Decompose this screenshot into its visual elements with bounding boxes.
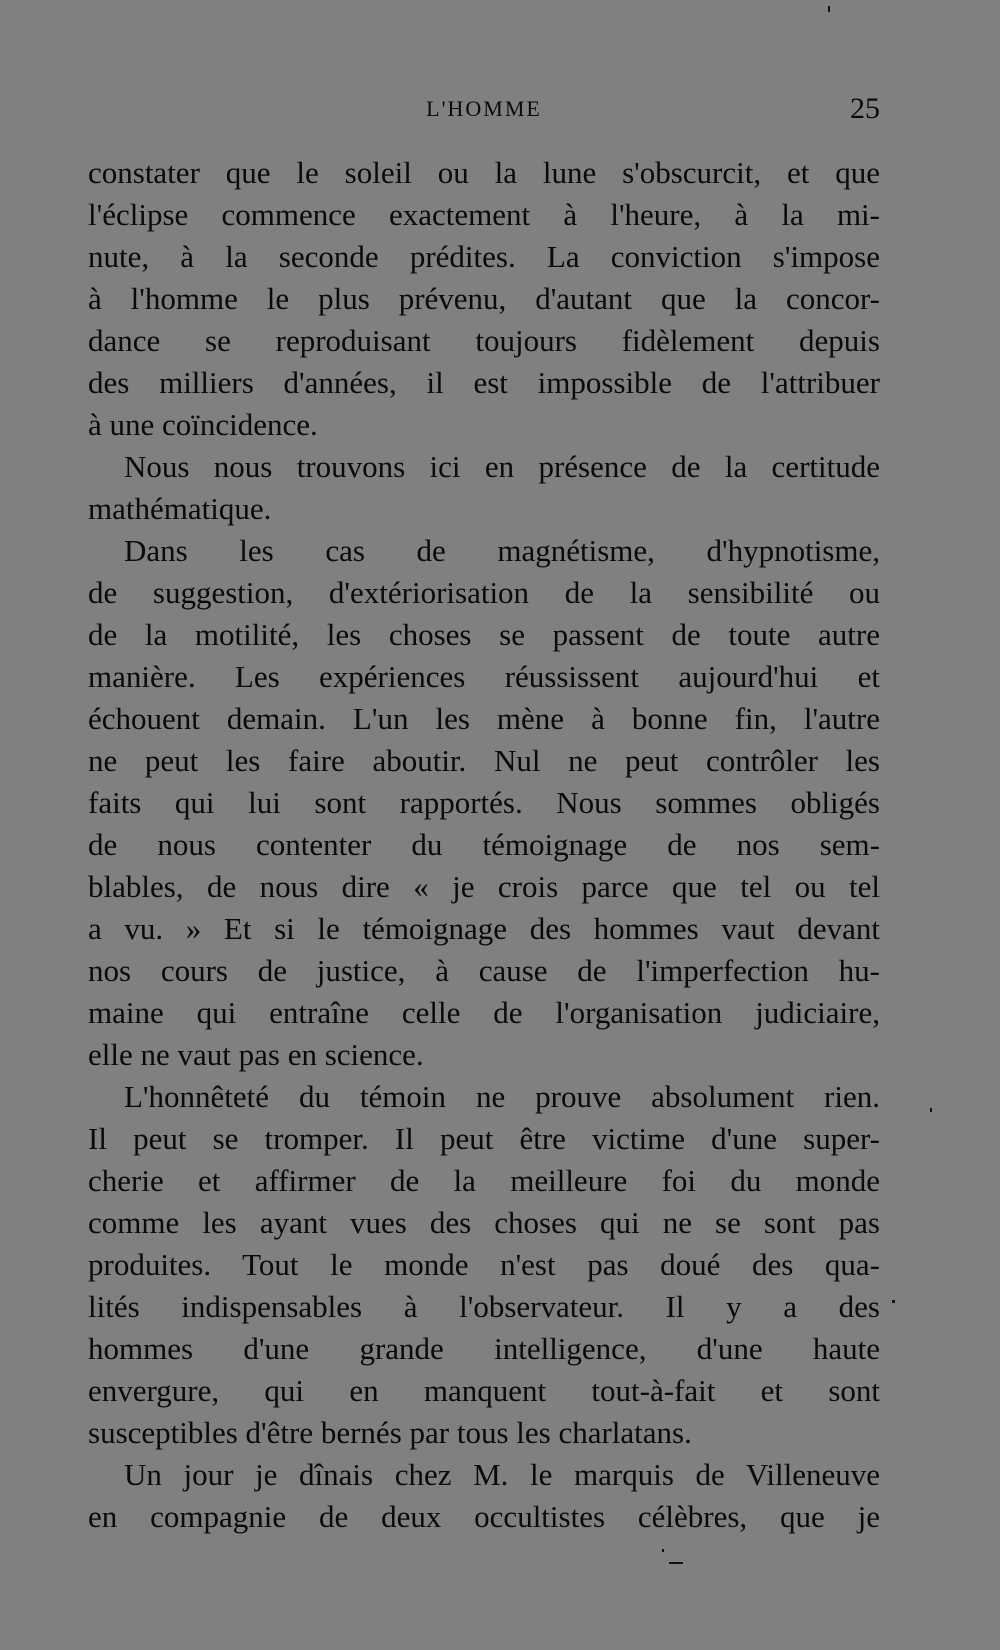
body-text [88, 152, 880, 1538]
page-header [88, 92, 880, 132]
text-line: de nous contenter du témoignage de nos sem- [88, 827, 880, 862]
text-line: blables, de nous dire « je crois parce que tel ou tel [88, 869, 880, 904]
text-line: Il peut se tromper. Il peut être victime d'une super- [88, 1121, 880, 1156]
scan-speck [669, 1562, 683, 1564]
text-line: échouent demain. L'un les mène à bonne fin, l'autre [88, 701, 880, 736]
text-line: cherie et affirmer de la meilleure foi du monde [88, 1163, 880, 1198]
text-line: des milliers d'années, il est impossible de l'attribuer [88, 365, 880, 400]
scan-speck [930, 1108, 932, 1112]
text-line: Dans les cas de magnétisme, d'hypnotisme, [124, 533, 880, 568]
text-line: lités indispensables à l'observateur. Il y a des [88, 1289, 880, 1324]
text-line: de la motilité, les choses se passent de toute autre [88, 617, 880, 652]
text-line: manière. Les expériences réussissent aujourd'hui et [88, 659, 880, 694]
running-head: L'HOMME [426, 96, 542, 121]
text-line: susceptibles d'être bernés par tous les charlatans. [88, 1415, 692, 1450]
text-line: constater que le soleil ou la lune s'obscurcit, et que [88, 155, 880, 190]
text-line: comme les ayant vues des choses qui ne se sont pas [88, 1205, 880, 1240]
text-line: nute, à la seconde prédites. La conviction s'impose [88, 239, 880, 274]
scan-speck [662, 1549, 664, 1552]
text-line: maine qui entraîne celle de l'organisation judiciaire, [88, 995, 880, 1030]
text-line: faits qui lui sont rapportés. Nous sommes obligés [88, 785, 880, 820]
text-line: dance se reproduisant toujours fidèlement depuis [88, 323, 880, 358]
scan-speck [892, 1300, 895, 1303]
text-line: L'honnêteté du témoin ne prouve absolument rien. [124, 1079, 880, 1114]
text-line: envergure, qui en manquent tout-à-fait et sont [88, 1373, 880, 1408]
text-line: Un jour je dînais chez M. le marquis de Villeneuve [124, 1457, 880, 1492]
text-line: de suggestion, d'extériorisation de la sensibilité ou [88, 575, 880, 610]
text-line: a vu. » Et si le témoignage des hommes vaut devant [88, 911, 880, 946]
text-line: à l'homme le plus prévenu, d'autant que la concor- [88, 281, 880, 316]
text-line: Nous nous trouvons ici en présence de la certitude [124, 449, 880, 484]
text-line: mathématique. [88, 491, 272, 526]
text-line: ne peut les faire aboutir. Nul ne peut contrôler les [88, 743, 880, 778]
text-line: l'éclipse commence exactement à l'heure, à la mi- [88, 197, 880, 232]
text-line: elle ne vaut pas en science. [88, 1037, 424, 1072]
text-line: produites. Tout le monde n'est pas doué des qua- [88, 1247, 880, 1282]
text-line: hommes d'une grande intelligence, d'une haute [88, 1331, 880, 1366]
text-line: en compagnie de deux occultistes célèbres, que je [88, 1499, 880, 1534]
text-line: à une coïncidence. [88, 407, 318, 442]
scan-speck [828, 6, 830, 12]
text-line: nos cours de justice, à cause de l'imperfection hu- [88, 953, 880, 988]
page-number: 25 [850, 92, 880, 125]
